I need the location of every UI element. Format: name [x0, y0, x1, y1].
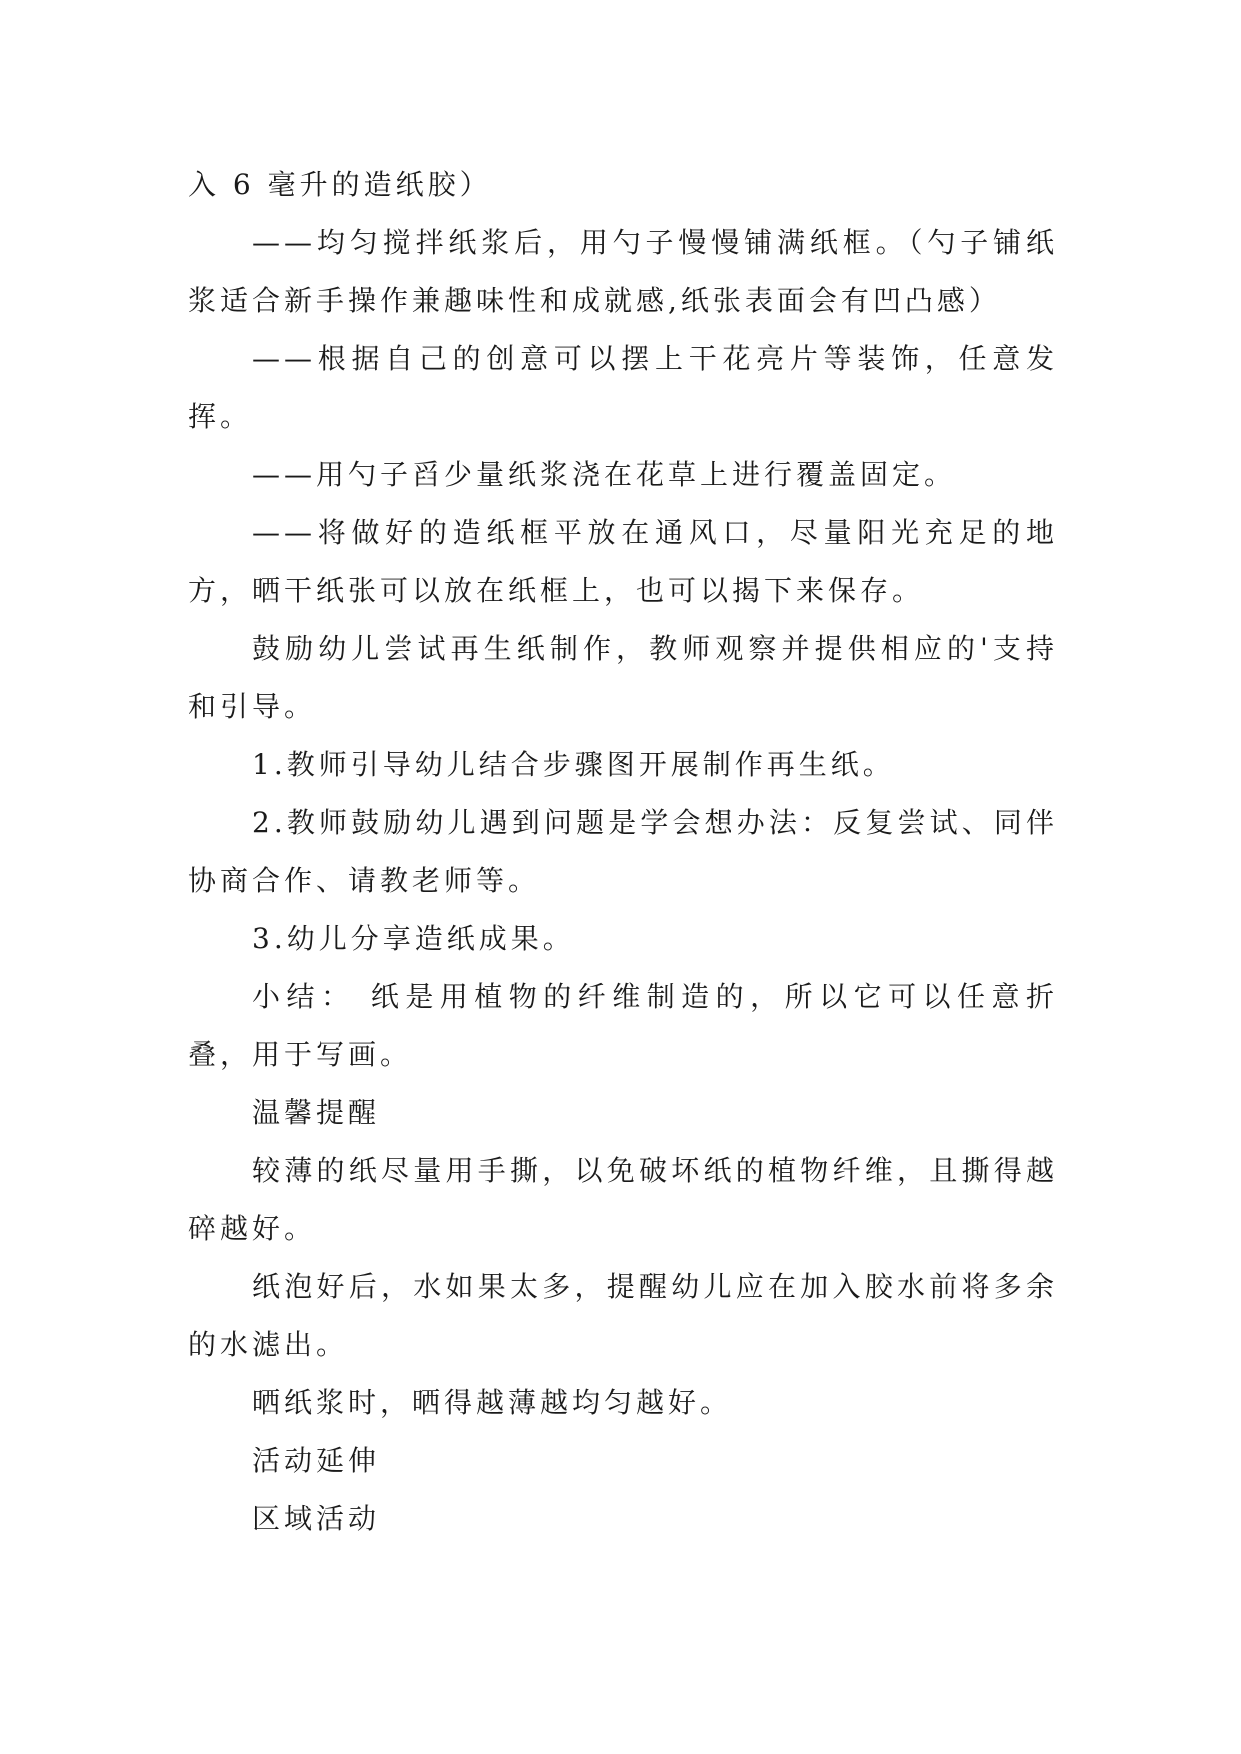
summary-paragraph: 小结： 纸是用植物的纤维制造的，所以它可以任意折叠，用于写画。 — [188, 980, 1058, 1071]
paragraph: ——根据自己的创意可以摆上干花亮片等装饰，任意发挥。 — [188, 342, 1058, 433]
section-heading: 区域活动 — [252, 1502, 381, 1535]
paragraph: 入 6 毫升的造纸胶） — [188, 168, 492, 201]
section-heading: 活动延伸 — [252, 1444, 381, 1477]
paragraph: 纸泡好后，水如果太多，提醒幼儿应在加入胶水前将多余的水滤出。 — [188, 1270, 1058, 1361]
list-item: 2.教师鼓励幼儿遇到问题是学会想办法：反复尝试、同伴协商合作、请教老师等。 — [188, 806, 1058, 897]
paragraph: ——均匀搅拌纸浆后，用勺子慢慢铺满纸框。（勺子铺纸浆适合新手操作兼趣味性和成就感,纸张表面会有凹凸感） — [188, 226, 1058, 317]
section-heading: 温馨提醒 — [252, 1096, 381, 1129]
paragraph: 鼓励幼儿尝试再生纸制作，教师观察并提供相应的'支持和引导。 — [188, 632, 1058, 723]
paragraph: 晒纸浆时，晒得越薄越均匀越好。 — [252, 1386, 733, 1419]
list-item: 1.教师引导幼儿结合步骤图开展制作再生纸。 — [252, 748, 895, 781]
document-body — [188, 156, 1058, 1548]
paragraph: ——用勺子舀少量纸浆浇在花草上进行覆盖固定。 — [252, 458, 957, 491]
paragraph: ——将做好的造纸框平放在通风口，尽量阳光充足的地方，晒干纸张可以放在纸框上，也可以揭下来保存。 — [188, 516, 1058, 607]
paragraph: 较薄的纸尽量用手撕，以免破坏纸的植物纤维，且撕得越碎越好。 — [188, 1154, 1058, 1245]
list-item: 3.幼儿分享造纸成果。 — [252, 922, 575, 955]
